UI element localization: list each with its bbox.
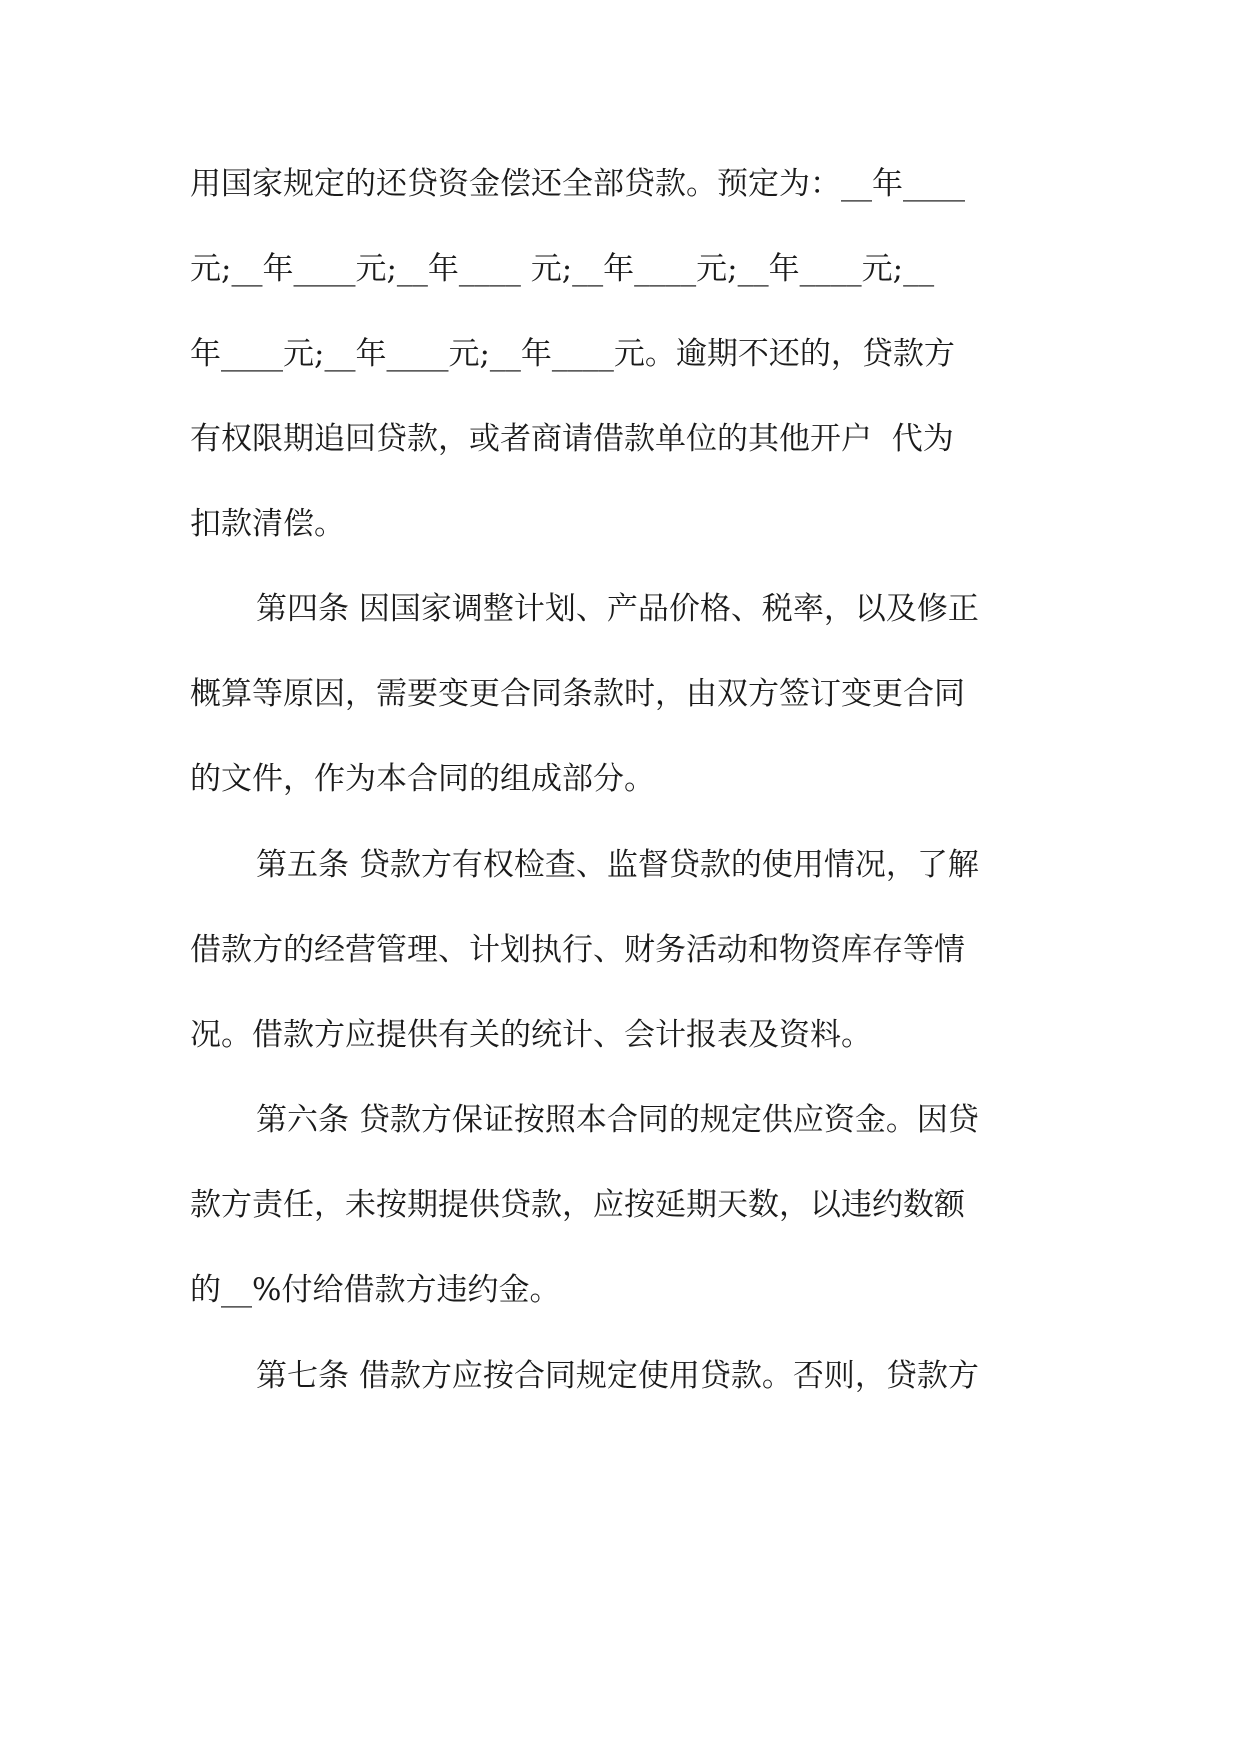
clause-5-start: 第五条 贷款方有权检查、监督贷款的使用情况，了解 [256, 847, 979, 883]
clause-6-start: 第六条 贷款方保证按照本合同的规定供应资金。因贷 [256, 1102, 979, 1138]
text-line: 的__%付给借款方违约金。 [190, 1272, 561, 1308]
text-line: 的文件，作为本合同的组成部分。 [190, 761, 655, 797]
text-line: 况。借款方应提供有关的统计、会计报表及资料。 [190, 1017, 872, 1053]
text-line: 扣款清偿。 [190, 506, 345, 542]
text-line: 款方责任，未按期提供贷款，应按延期天数，以违约数额 [190, 1187, 965, 1223]
clause-4-start: 第四条 因国家调整计划、产品价格、税率，以及修正 [256, 591, 979, 627]
text-line: 元;__年____元;__年____ 元;__年____元;__年____元;__ [190, 251, 935, 287]
text-line: 概算等原因，需要变更合同条款时，由双方签订变更合同 [190, 676, 965, 712]
text-line: 借款方的经营管理、计划执行、财务活动和物资库存等情 [190, 932, 965, 968]
text-line: 年____元;__年____元;__年____元。逾期不还的，贷款方 [190, 336, 955, 372]
text-line: 用国家规定的还贷资金偿还全部贷款。预定为：__年____ [190, 166, 965, 202]
clause-7-start: 第七条 借款方应按合同规定使用贷款。否则，贷款方 [256, 1358, 979, 1394]
text-line: 有权限期追回贷款，或者商请借款单位的其他开户 代为 [190, 421, 954, 457]
